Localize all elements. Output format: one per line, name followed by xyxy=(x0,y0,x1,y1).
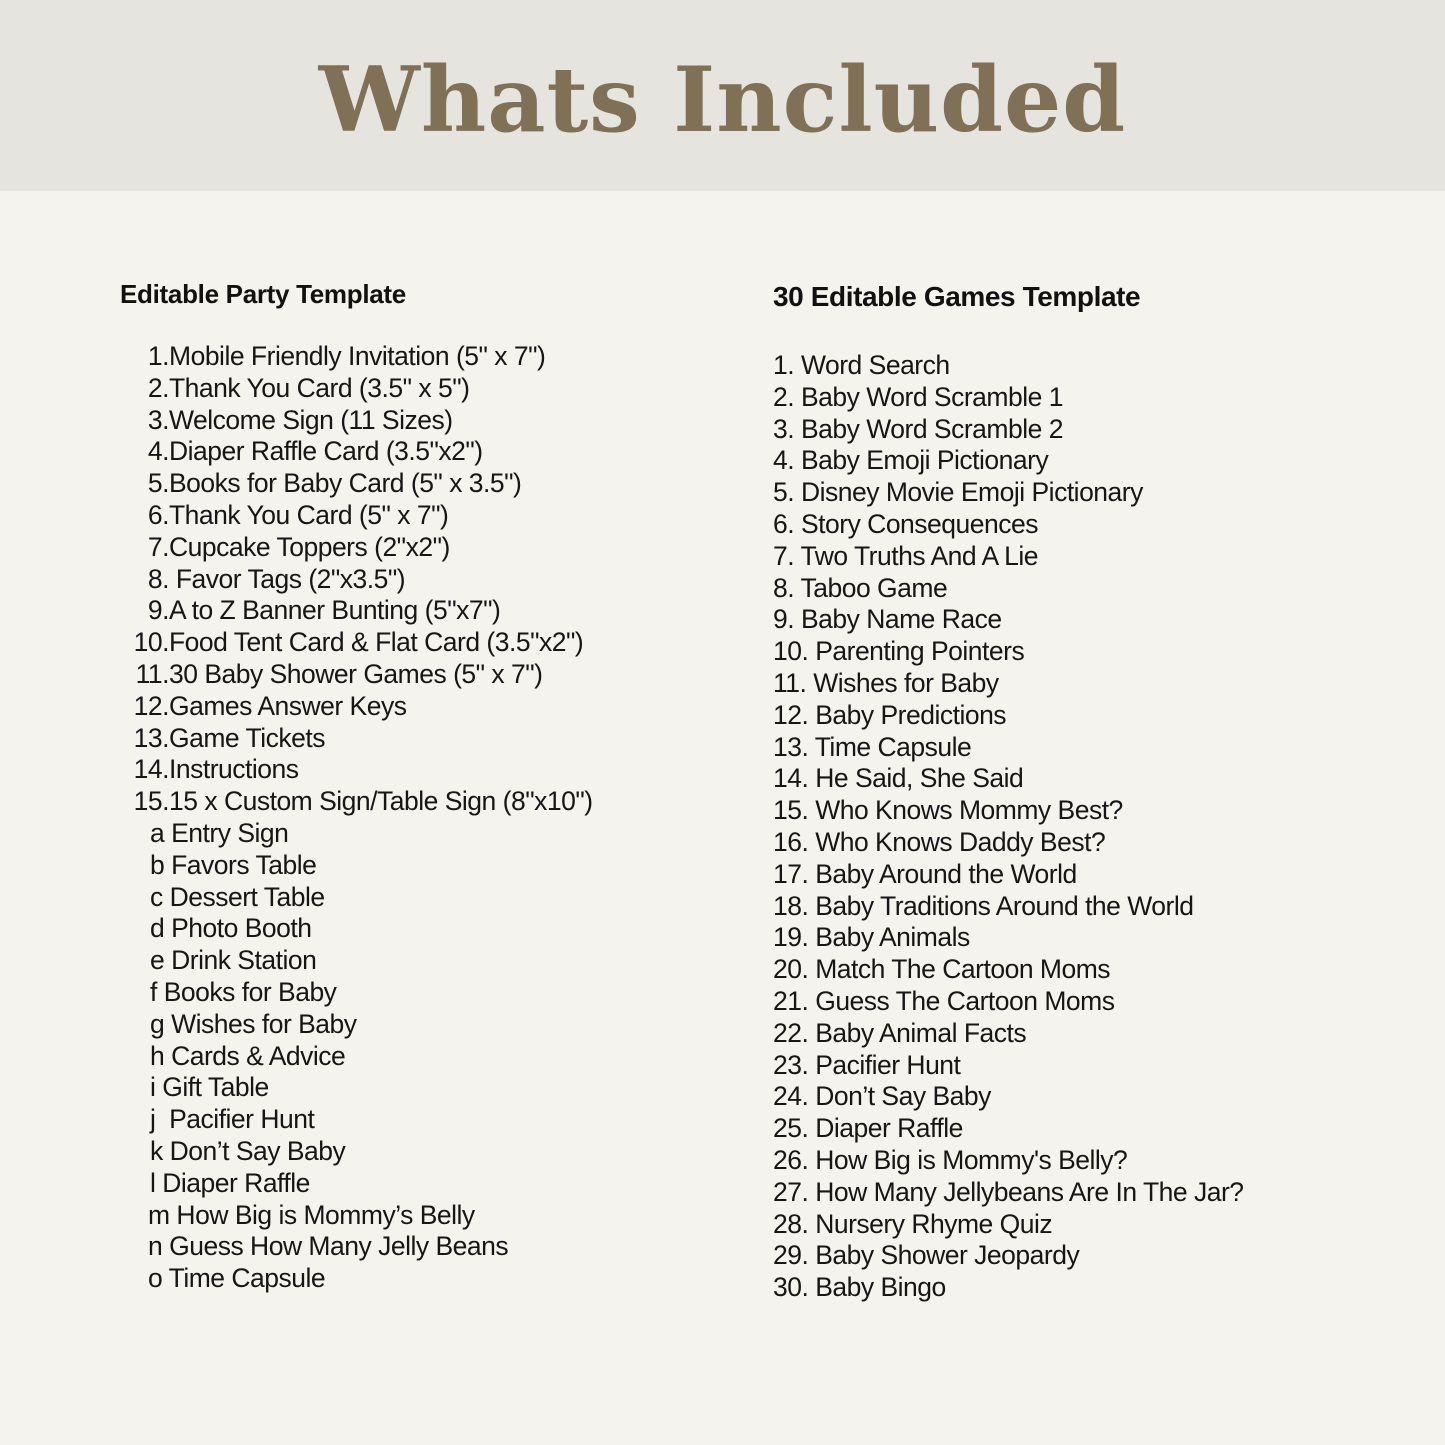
sub-list-item-text: o Time Capsule xyxy=(148,1263,326,1294)
list-item xyxy=(120,754,680,786)
list-item-text: Diaper Raffle Card (3.5"x2") xyxy=(169,436,483,467)
list-item xyxy=(120,595,680,627)
list-item xyxy=(120,500,680,532)
list-item: 1. Word Search xyxy=(773,350,950,380)
list-item: 10. Parenting Pointers xyxy=(773,636,1025,667)
list-item-text: Game Tickets xyxy=(169,722,325,753)
sub-list-item xyxy=(120,1104,680,1136)
list-item: 26. How Big is Mommy's Belly? xyxy=(773,1144,1128,1175)
list-item: 7. Two Truths And A Lie xyxy=(773,540,1038,571)
sub-list-item xyxy=(120,945,680,977)
sub-list-item-text: l Diaper Raffle xyxy=(150,1167,310,1198)
games-template-list xyxy=(773,350,1393,1304)
list-item xyxy=(120,468,680,500)
list-item xyxy=(120,341,680,373)
page-title: Whats Included xyxy=(318,46,1127,153)
list-item xyxy=(120,691,680,723)
list-item: 6. Story Consequences xyxy=(773,508,1038,539)
list-item-number: 3. xyxy=(147,404,169,435)
list-item: 25. Diaper Raffle xyxy=(773,1113,963,1144)
list-item: 23. Pacifier Hunt xyxy=(773,1049,961,1080)
sub-list-item xyxy=(120,1072,680,1104)
list-item-text: Favor Tags (2"x3.5") xyxy=(169,563,406,594)
list-item-number: 7. xyxy=(147,531,169,562)
sub-list-item-text: a Entry Sign xyxy=(150,817,289,848)
sub-list-item-text: k Don’t Say Baby xyxy=(150,1135,346,1166)
sub-list-item-text: h Cards & Advice xyxy=(150,1040,346,1071)
sub-list-item xyxy=(120,850,680,882)
sub-list-item-text: n Guess How Many Jelly Beans xyxy=(148,1231,509,1262)
list-item: 18. Baby Traditions Around the World xyxy=(773,890,1194,921)
sub-list-item xyxy=(120,977,680,1009)
header-banner xyxy=(0,0,1445,191)
list-item-text: Cupcake Toppers (2"x2") xyxy=(169,531,450,562)
sub-list-item xyxy=(120,1231,680,1263)
list-item: 13. Time Capsule xyxy=(773,731,972,762)
list-item-text: Books for Baby Card (5" x 3.5") xyxy=(169,468,522,499)
games-template-heading: 30 Editable Games Template xyxy=(773,281,1141,312)
list-item-number: 11. xyxy=(135,658,169,689)
list-item: 9. Baby Name Race xyxy=(773,604,1002,635)
list-item: 27. How Many Jellybeans Are In The Jar? xyxy=(773,1176,1244,1207)
sub-list-item-text: b Favors Table xyxy=(150,849,317,880)
list-item-number: 14. xyxy=(133,754,169,785)
list-item xyxy=(120,532,680,564)
list-item: 14. He Said, She Said xyxy=(773,763,1024,794)
list-item: 5. Disney Movie Emoji Pictionary xyxy=(773,477,1143,508)
list-item: 16. Who Knows Daddy Best? xyxy=(773,826,1106,857)
list-item: 28. Nursery Rhyme Quiz xyxy=(773,1208,1053,1239)
list-item: 30. Baby Bingo xyxy=(773,1272,946,1303)
list-item: 3. Baby Word Scramble 2 xyxy=(773,413,1063,444)
sub-list-item xyxy=(120,1009,680,1041)
sub-list-item xyxy=(120,1041,680,1073)
list-item-text: A to Z Banner Bunting (5"x7") xyxy=(169,595,501,626)
sub-list-item xyxy=(120,882,680,914)
list-item: 2. Baby Word Scramble 1 xyxy=(773,381,1063,412)
list-item: 22. Baby Animal Facts xyxy=(773,1017,1027,1048)
list-item-text: Thank You Card (3.5" x 5") xyxy=(169,372,470,403)
list-item xyxy=(120,786,680,818)
list-item: 19. Baby Animals xyxy=(773,922,970,953)
list-item-number: 2. xyxy=(147,372,169,403)
list-item: 24. Don’t Say Baby xyxy=(773,1081,991,1112)
list-item-number: 6. xyxy=(147,499,169,530)
list-item: 11. Wishes for Baby xyxy=(773,667,999,698)
sub-list-item xyxy=(120,1200,680,1232)
sub-list-item-text: i Gift Table xyxy=(150,1072,269,1103)
list-item xyxy=(120,373,680,405)
sub-list-item-text: c Dessert Table xyxy=(150,881,325,912)
list-item-number: 1. xyxy=(147,341,169,371)
sub-list-item-text: d Photo Booth xyxy=(150,913,312,944)
list-item-number: 15. xyxy=(133,786,169,817)
sub-list-item-text: e Drink Station xyxy=(150,945,317,976)
sub-list-item-text: g Wishes for Baby xyxy=(150,1008,357,1039)
sub-list-item xyxy=(120,1136,680,1168)
list-item-number: 13. xyxy=(133,722,169,753)
list-item-number: 8. xyxy=(147,563,169,594)
list-item-number: 10. xyxy=(133,627,169,658)
list-item-text: Mobile Friendly Invitation (5" x 7") xyxy=(169,341,546,371)
list-item: 8. Taboo Game xyxy=(773,572,948,603)
list-item-number: 9. xyxy=(147,595,169,626)
list-item: 29. Baby Shower Jeopardy xyxy=(773,1240,1080,1271)
list-item-text: Thank You Card (5" x 7") xyxy=(169,499,449,530)
list-item-text: Welcome Sign (11 Sizes) xyxy=(169,404,453,435)
sub-list-item xyxy=(120,818,680,850)
list-item: 15. Who Knows Mommy Best? xyxy=(773,795,1123,826)
list-item-number: 4. xyxy=(147,436,169,467)
sub-list-item-text: m How Big is Mommy’s Belly xyxy=(148,1199,475,1230)
list-item: 20. Match The Cartoon Moms xyxy=(773,954,1111,985)
list-item xyxy=(120,723,680,755)
sub-list-item xyxy=(120,1168,680,1200)
list-item-text: Food Tent Card & Flat Card (3.5"x2") xyxy=(169,627,584,658)
party-template-list xyxy=(120,341,680,1295)
party-template-heading: Editable Party Template xyxy=(120,279,406,309)
list-item: 12. Baby Predictions xyxy=(773,699,1007,730)
list-item-text: Instructions xyxy=(169,754,299,785)
list-item-number: 5. xyxy=(147,468,169,499)
list-item: 21. Guess The Cartoon Moms xyxy=(773,985,1115,1016)
list-item xyxy=(120,659,680,691)
sub-list-item xyxy=(120,913,680,945)
sub-list-item-text: f Books for Baby xyxy=(150,976,337,1007)
list-item xyxy=(120,564,680,596)
list-item-text: Games Answer Keys xyxy=(169,690,407,721)
list-item xyxy=(120,405,680,437)
list-item xyxy=(120,627,680,659)
list-item-text: 15 x Custom Sign/Table Sign (8"x10") xyxy=(169,786,593,817)
list-item: 4. Baby Emoji Pictionary xyxy=(773,445,1049,476)
list-item-text: 30 Baby Shower Games (5" x 7") xyxy=(169,658,543,689)
list-item-number: 12. xyxy=(133,690,169,721)
sub-list-item xyxy=(120,1263,680,1295)
list-item: 17. Baby Around the World xyxy=(773,858,1077,889)
sub-list-item-text: j Pacifier Hunt xyxy=(150,1104,315,1135)
list-item xyxy=(120,436,680,468)
